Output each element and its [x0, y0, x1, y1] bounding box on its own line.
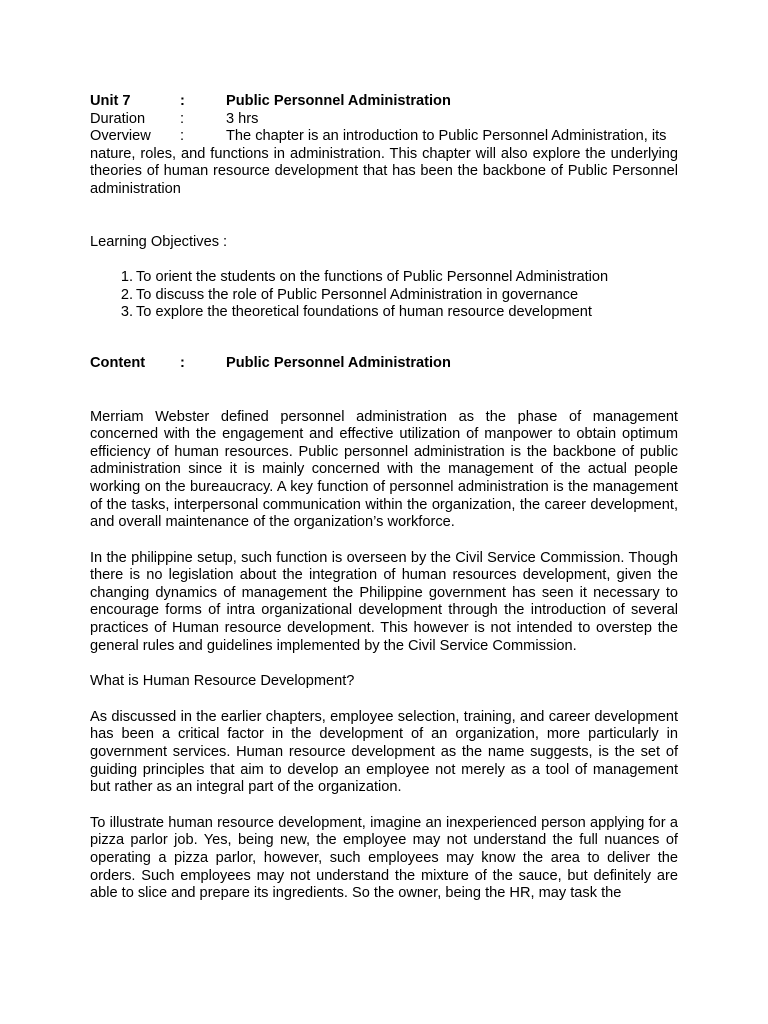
overview-colon: :	[180, 128, 185, 145]
list-item-text: To explore the theoretical foundations of human resource development	[136, 304, 592, 321]
list-item-number: 3.	[120, 304, 133, 321]
body-paragraph-1: Merriam Webster defined personnel administration as the phase of management concerned with the engagement and effective utilization of manpower to obtain optimum efficiency of human resources. Public personnel administration is the backbone of public administration since it is mainly concerned with the management of the actual people working on the bureaucracy. A key function of personnel administration is the management of the tasks, interpersonal communication within the organization, the career development, and overall maintenance of the organization’s workforce.	[90, 408, 678, 531]
overview-label: Overview	[90, 128, 151, 145]
unit-row	[90, 93, 678, 111]
content-colon: :	[180, 354, 185, 371]
content-row	[90, 355, 678, 373]
list-item	[90, 287, 678, 305]
list-item-number: 2.	[120, 286, 133, 303]
body-paragraph-2: In the philippine setup, such function is overseen by the Civil Service Commission. Though there is no legislation about the integration of human resources development, given the changing dynamics of management the Philippine government has seen it necessary to encourage forms of intra organizational development through the introduction of several practices of Human resource development. This however is not intended to overstep the general rules and guidelines implemented by the Civil Service Commission.	[90, 549, 678, 654]
body-paragraph-4: To illustrate human resource development, imagine an inexperienced person applying for a pizza parlor job. Yes, being new, the employee may not understand the full nuances of operating a pizza parlor, however, such employees may know the area to deliver the orders. Such employees may not understand the mixture of the sauce, but definitely are able to slice and prepare its ingredients. So the owner, being the HR, may task the	[90, 814, 678, 902]
content-title: Public Personnel Administration	[226, 354, 451, 371]
body-paragraph-3: As discussed in the earlier chapters, employee selection, training, and career development has been a critical factor in the development of an organization, more particularly in government services. Human resource development as the name suggests, is the set of guiding principles that aim to develop an employee not merely as a tool of management but rather as an integral part of the organization.	[90, 708, 678, 796]
overview-block	[90, 128, 678, 198]
learning-objectives-heading: Learning Objectives :	[90, 233, 228, 250]
duration-row	[90, 111, 678, 129]
unit-title: Public Personnel Administration	[226, 93, 451, 109]
duration-label: Duration	[90, 110, 146, 127]
unit-colon: :	[180, 93, 185, 109]
list-item-number: 1.	[120, 269, 133, 286]
duration-colon: :	[180, 110, 185, 127]
document-page	[90, 93, 678, 903]
overview-text-rest: nature, roles, and functions in administration. This chapter will also explore the underlying theories of human resource development that has been the backbone of Public Personnel administration	[90, 145, 678, 197]
unit-label: Unit 7	[90, 93, 131, 109]
list-item-text: To discuss the role of Public Personnel Administration in governance	[136, 286, 579, 303]
learning-objectives-list	[90, 269, 678, 322]
list-item-text: To orient the students on the functions of Public Personnel Administration	[136, 269, 609, 286]
list-item	[90, 269, 678, 287]
list-item	[90, 304, 678, 322]
duration-value: 3 hrs	[226, 110, 259, 127]
content-label: Content	[90, 354, 146, 371]
section-question: What is Human Resource Development?	[90, 673, 355, 690]
overview-text-first: The chapter is an introduction to Public Personnel Administration, its	[226, 128, 667, 145]
